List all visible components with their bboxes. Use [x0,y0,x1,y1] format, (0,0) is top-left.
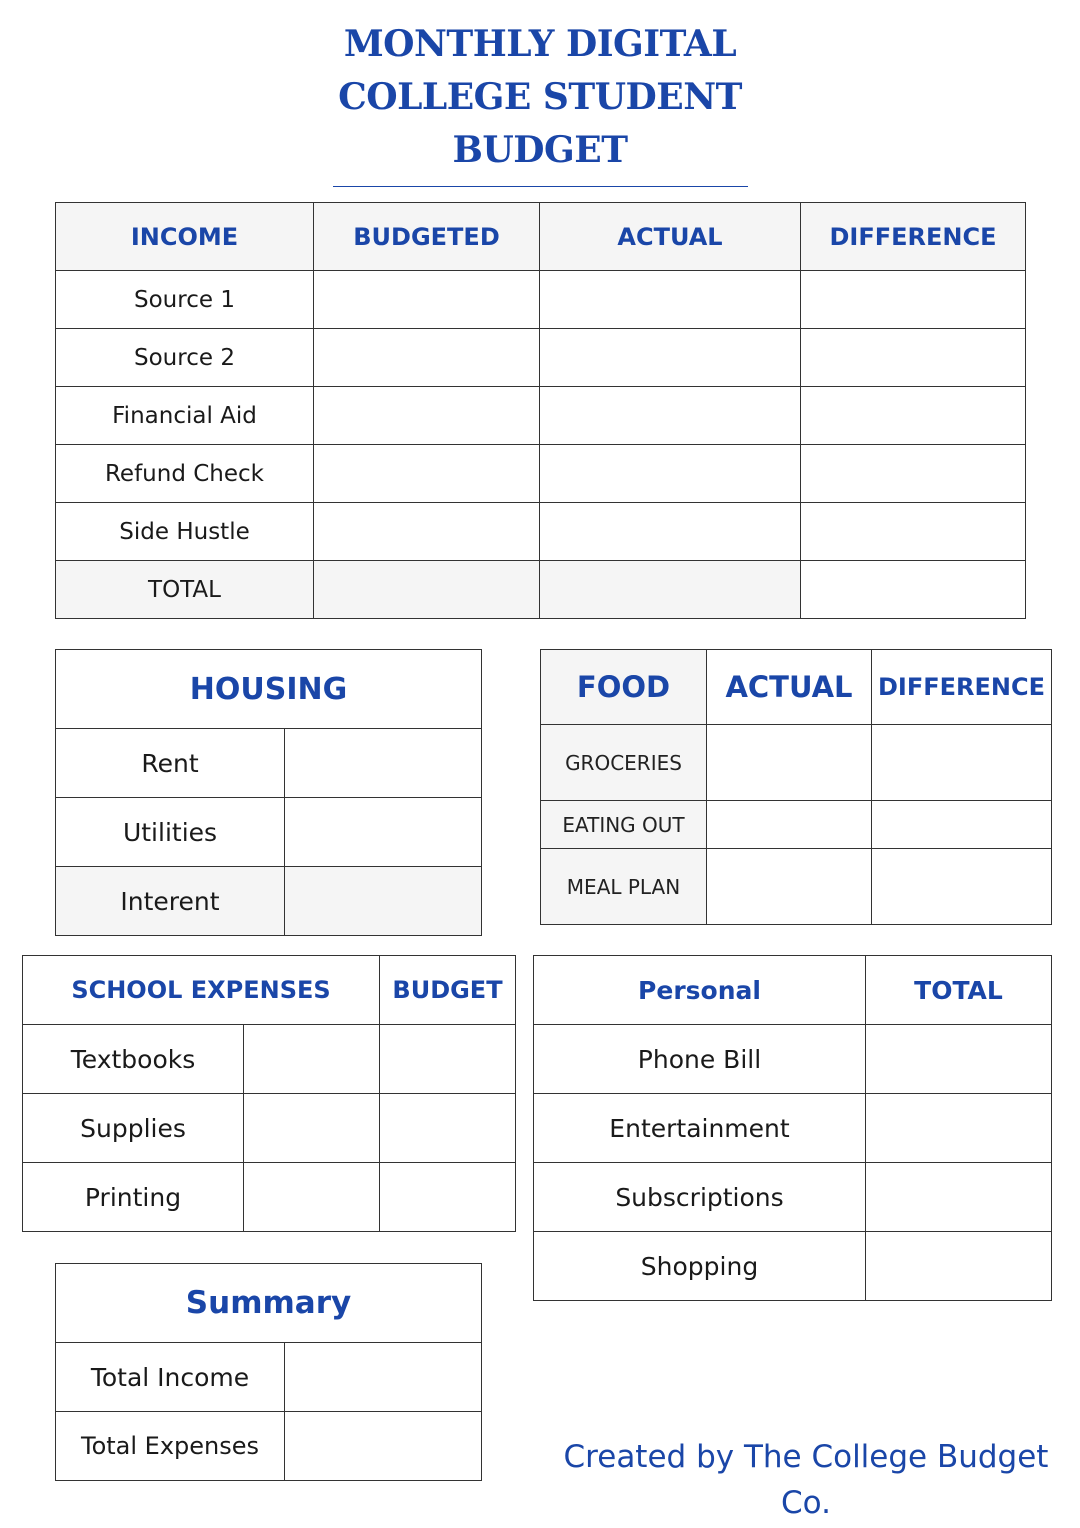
food-row-label: MEAL PLAN [541,849,707,925]
income-header-row [56,203,1026,271]
school-row-label: Textbooks [23,1025,244,1094]
table-row [56,445,1026,503]
housing-value-cell[interactable] [285,729,482,798]
personal-total-cell[interactable] [866,1232,1052,1301]
personal-total-header: TOTAL [866,956,1052,1025]
page-title [240,18,840,177]
actual-cell[interactable] [540,503,801,561]
difference-cell[interactable] [801,445,1026,503]
actual-header: ACTUAL [540,203,801,271]
table-row [56,1412,482,1481]
summary-row-label: Total Income [56,1343,285,1412]
housing-row-label: Utilities [56,798,285,867]
actual-total-cell[interactable] [540,561,801,619]
difference-cell[interactable] [801,271,1026,329]
actual-cell[interactable] [540,271,801,329]
table-row [541,725,1052,801]
income-total-row [56,561,1026,619]
table-row [534,1163,1052,1232]
budgeted-cell[interactable] [314,387,540,445]
personal-row-label: Phone Bill [534,1025,866,1094]
personal-table [533,955,1052,1301]
summary-table [55,1263,482,1481]
income-table [55,202,1026,619]
housing-row-label: Rent [56,729,285,798]
table-row [56,729,482,798]
table-row [23,1163,516,1232]
budgeted-cell[interactable] [314,329,540,387]
food-table [540,649,1052,925]
school-budget-cell[interactable] [380,1094,516,1163]
difference-cell[interactable] [801,387,1026,445]
food-actual-cell[interactable] [707,801,872,849]
personal-header-row [534,956,1052,1025]
housing-value-cell[interactable] [285,798,482,867]
title-line-2: COLLEGE STUDENT [338,76,742,118]
table-row [56,387,1026,445]
school-expenses-header: SCHOOL EXPENSES [23,956,380,1025]
table-row [56,503,1026,561]
budgeted-cell[interactable] [314,445,540,503]
title-line-3: BUDGET [452,129,628,171]
school-row-label: Supplies [23,1094,244,1163]
table-row [56,867,482,936]
table-row [541,849,1052,925]
food-header-row [541,650,1052,725]
food-difference-cell[interactable] [872,725,1052,801]
personal-total-cell[interactable] [866,1025,1052,1094]
housing-header: HOUSING [56,650,482,729]
summary-row-label: Total Expenses [56,1412,285,1481]
summary-header-row [56,1264,482,1343]
food-actual-cell[interactable] [707,725,872,801]
actual-cell[interactable] [540,445,801,503]
housing-row-label: Interent [56,867,285,936]
income-row-label: Financial Aid [56,387,314,445]
income-row-label: Source 2 [56,329,314,387]
housing-value-cell[interactable] [285,867,482,936]
food-difference-cell[interactable] [872,849,1052,925]
summary-value-cell[interactable] [285,1412,482,1481]
personal-row-label: Subscriptions [534,1163,866,1232]
school-budget-cell[interactable] [380,1163,516,1232]
budgeted-total-cell[interactable] [314,561,540,619]
personal-row-label: Entertainment [534,1094,866,1163]
food-header: FOOD [541,650,707,725]
school-row-label: Printing [23,1163,244,1232]
actual-cell[interactable] [540,329,801,387]
income-total-label: TOTAL [56,561,314,619]
table-row [541,801,1052,849]
food-difference-cell[interactable] [872,801,1052,849]
difference-cell[interactable] [801,329,1026,387]
school-header-row [23,956,516,1025]
table-row [56,271,1026,329]
table-row [56,798,482,867]
food-difference-header: DIFFERENCE [872,650,1052,725]
food-row-label: GROCERIES [541,725,707,801]
school-budget-cell[interactable] [380,1025,516,1094]
difference-total-cell[interactable] [801,561,1026,619]
summary-value-cell[interactable] [285,1343,482,1412]
table-row [56,329,1026,387]
table-row [23,1025,516,1094]
income-header: INCOME [56,203,314,271]
school-expenses-table [22,955,516,1232]
difference-cell[interactable] [801,503,1026,561]
summary-header: Summary [56,1264,482,1343]
personal-row-label: Shopping [534,1232,866,1301]
personal-header: Personal [534,956,866,1025]
school-amount-cell[interactable] [244,1025,380,1094]
credit-text: Created by The College Budget Co. [563,1439,1049,1521]
budgeted-cell[interactable] [314,503,540,561]
title-line-1: MONTHLY DIGITAL [343,23,737,65]
food-row-label: EATING OUT [541,801,707,849]
table-row [56,1343,482,1412]
food-actual-cell[interactable] [707,849,872,925]
school-amount-cell[interactable] [244,1163,380,1232]
actual-cell[interactable] [540,387,801,445]
title-divider [333,186,748,187]
personal-total-cell[interactable] [866,1094,1052,1163]
table-row [534,1232,1052,1301]
income-row-label: Source 1 [56,271,314,329]
school-budget-header: BUDGET [380,956,516,1025]
housing-header-row [56,650,482,729]
table-row [534,1094,1052,1163]
income-row-label: Refund Check [56,445,314,503]
table-row [23,1094,516,1163]
income-row-label: Side Hustle [56,503,314,561]
housing-table [55,649,482,936]
food-actual-header: ACTUAL [707,650,872,725]
budgeted-header: BUDGETED [314,203,540,271]
personal-total-cell[interactable] [866,1163,1052,1232]
table-row [534,1025,1052,1094]
budgeted-cell[interactable] [314,271,540,329]
school-amount-cell[interactable] [244,1094,380,1163]
difference-header: DIFFERENCE [801,203,1026,271]
